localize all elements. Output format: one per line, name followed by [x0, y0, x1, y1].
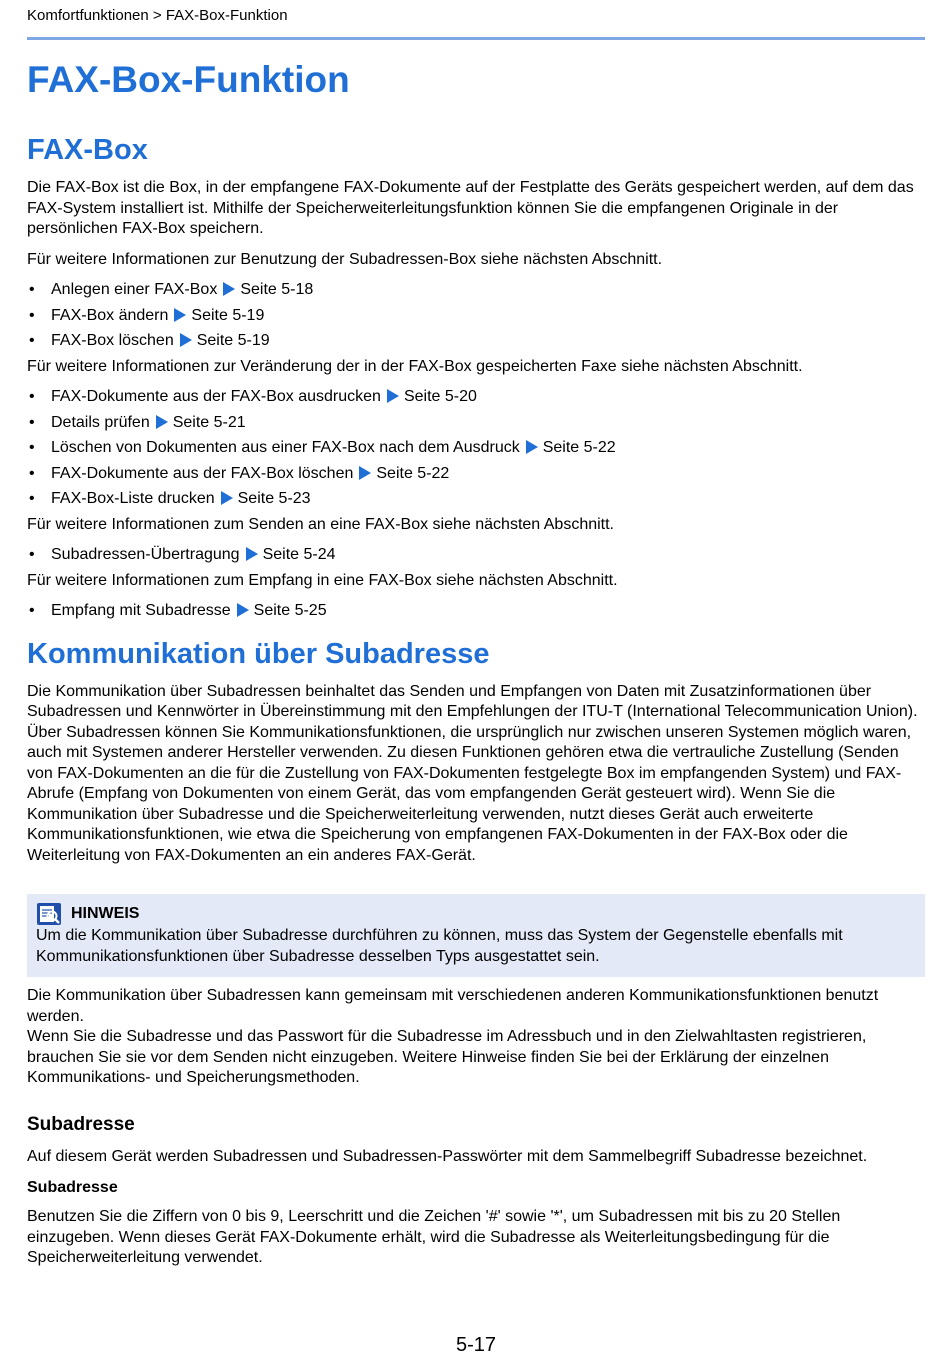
- group3-text: Für weitere Informationen zum Senden an eine FAX-Box siehe nächsten Abschnitt.: [27, 515, 614, 533]
- arrow-right-icon: [221, 491, 233, 505]
- group2-list: [27, 387, 925, 510]
- subaddress-subtext: Benutzen Sie die Ziffern von 0 bis 9, Leerschritt und die Zeichen '#' sowie '*', um Subadressen mit bis zu 20 Stellen einzugeben. Wenn dieses Gerät FAX-Dokumente erhält, wird die Subadresse als Weiterleitungsbedingung für die Speicherweiterleitung verwendet.: [27, 1208, 841, 1266]
- page-reference-link[interactable]: Seite 5-22: [376, 464, 450, 482]
- subaddress-text: Auf diesem Gerät werden Subadressen und Subadressen-Passwörter mit dem Sammelbegriff Subadresse bezeichnet.: [27, 1147, 868, 1165]
- section-heading-fax-box: FAX-Box: [27, 134, 148, 166]
- bullet-marker: •: [29, 388, 35, 405]
- arrow-right-icon: [359, 466, 371, 480]
- note-icon: [37, 903, 61, 925]
- note-text: Um die Kommunikation über Subadresse durchführen zu können, muss das System der Gegenstelle ebenfalls mit Kommunikationsfunktionen über Subadresse desselben Typs ausgestattet sein.: [36, 927, 843, 965]
- bullet-marker: •: [29, 413, 35, 431]
- page-reference-link[interactable]: Seite 5-22: [542, 439, 616, 456]
- after-note-text-1: Die Kommunikation über Subadressen kann gemeinsam mit verschiedenen anderen Kommunikationsfunktionen benutzt werden.: [27, 987, 879, 1025]
- header-rule: [27, 37, 925, 40]
- arrow-right-icon: [246, 547, 258, 561]
- list-item: [27, 464, 925, 485]
- arrow-right-icon: [387, 389, 399, 403]
- list-item-text: Empfang mit Subadresse: [51, 602, 231, 619]
- page-title: FAX-Box-Funktion: [27, 59, 350, 100]
- page-reference-link[interactable]: Seite 5-18: [240, 281, 314, 298]
- bullet-marker: •: [29, 490, 35, 507]
- group1-text: Für weitere Informationen zur Benutzung der Subadressen-Box siehe nächsten Abschnitt.: [27, 250, 663, 268]
- list-item-text: FAX-Box-Liste drucken: [51, 490, 215, 507]
- list-item: [27, 438, 925, 459]
- subaddress-communication-body: Die Kommunikation über Subadressen beinhaltet das Senden und Empfangen von Daten mit Zusatzinformationen über Subadressen und Kennwörter in Übereinstimmung mit den Empfehlungen der ITU-T (International Telecommunication Union). Über Subadressen können Sie Kommunikationsfunktionen, die ursprünglich nur zwischen unseren Systemen möglich waren, auch mit Systemen anderer Hersteller verwenden. Zu diesen Funktionen gehören etwa die vertrauliche Zustellung (Senden von FAX-Dokumenten an die für die Zustellung von FAX-Dokumenten festgelegte Box im empfangenden System) und FAX-Abrufe (Empfang von Dokumenten von einem Gerät, das vom empfangenden Gerät gesteuert wird). Wenn Sie die Kommunikation über Subadresse und die Speicherweiterleitung verwenden, nutzt dieses Gerät auch erweiterte Kommunikationsfunktionen, wie etwa die Speicherung von empfangenen FAX-Dokumenten in der FAX-Box oder die Weiterleitung von FAX-Dokumenten an ein anderes FAX-Gerät.: [27, 682, 918, 864]
- note-header: [37, 902, 915, 926]
- list-item-text: Anlegen einer FAX-Box: [51, 281, 218, 298]
- list-item: [27, 280, 925, 301]
- fax-box-intro: Die FAX-Box ist die Box, in der empfangene FAX-Dokumente auf der Festplatte des Geräts gespeichert werden, auf dem das FAX-System installiert ist. Mithilfe der Speicherweiterleitungsfunktion können Sie die empfangenen Originale in der persönlichen FAX-Box speichern.: [27, 179, 914, 237]
- list-item: [27, 413, 925, 434]
- list-item: [27, 387, 925, 408]
- group3-list: [27, 545, 925, 566]
- page-reference-link[interactable]: Seite 5-24: [262, 546, 336, 563]
- group4-list: [27, 601, 925, 622]
- list-item: [27, 489, 925, 510]
- bullet-marker: •: [29, 439, 35, 456]
- page-reference-link[interactable]: Seite 5-25: [253, 602, 327, 619]
- arrow-right-icon: [526, 440, 538, 454]
- list-item-text: FAX-Box ändern: [51, 306, 169, 324]
- arrow-right-icon: [223, 282, 235, 296]
- list-item: [27, 545, 925, 566]
- page-reference-link[interactable]: Seite 5-21: [172, 413, 246, 431]
- bullet-marker: •: [29, 464, 35, 482]
- content-flow: [27, 131, 925, 1269]
- bullet-marker: •: [29, 602, 35, 619]
- list-item: [27, 306, 925, 327]
- bullet-marker: •: [29, 306, 35, 324]
- list-item: [27, 601, 925, 622]
- list-item-text: FAX-Dokumente aus der FAX-Box ausdrucken: [51, 388, 381, 405]
- arrow-right-icon: [156, 415, 168, 429]
- list-item-text: FAX-Box löschen: [51, 332, 174, 349]
- page-reference-link[interactable]: Seite 5-19: [196, 332, 270, 349]
- list-item-text: Subadressen-Übertragung: [51, 546, 240, 563]
- breadcrumb: Komfortfunktionen > FAX-Box-Funktion: [27, 7, 288, 24]
- arrow-right-icon: [174, 308, 186, 322]
- page-reference-link[interactable]: Seite 5-20: [403, 388, 477, 405]
- after-note-text-2: Wenn Sie die Subadresse und das Passwort für die Subadresse im Adressbuch und in den Zielwahltasten registrieren, brauchen Sie sie vor dem Senden nicht einzugeben. Weitere Hinweise finden Sie bei der Erklärung der einzelnen Kommunikations- und Speicherungsmethoden.: [27, 1028, 867, 1086]
- subheading-subaddress: Subadresse: [27, 1179, 118, 1196]
- list-item-text: Löschen von Dokumenten aus einer FAX-Box nach dem Ausdruck: [51, 439, 520, 456]
- group2-text: Für weitere Informationen zur Veränderung der in der FAX-Box gespeicherten Faxe siehe nächsten Abschnitt.: [27, 357, 803, 375]
- note-box: [27, 894, 925, 977]
- list-item: [27, 331, 925, 352]
- bullet-marker: •: [29, 546, 35, 563]
- page-reference-link[interactable]: Seite 5-23: [237, 490, 311, 507]
- arrow-right-icon: [180, 333, 192, 347]
- page-reference-link[interactable]: Seite 5-19: [191, 306, 265, 324]
- section-heading-subaddress: Subadresse: [27, 1113, 135, 1135]
- bullet-marker: •: [29, 332, 35, 349]
- section-heading-subaddress-communication: Kommunikation über Subadresse: [27, 637, 490, 670]
- arrow-right-icon: [237, 603, 249, 617]
- page-number: 5-17: [455, 1334, 497, 1356]
- group1-list: [27, 280, 925, 352]
- group4-text: Für weitere Informationen zum Empfang in eine FAX-Box siehe nächsten Abschnitt.: [27, 571, 618, 589]
- list-item-text: FAX-Dokumente aus der FAX-Box löschen: [51, 464, 354, 482]
- bullet-marker: •: [29, 281, 35, 298]
- list-item-text: Details prüfen: [51, 413, 150, 431]
- note-title: HINWEIS: [71, 904, 140, 922]
